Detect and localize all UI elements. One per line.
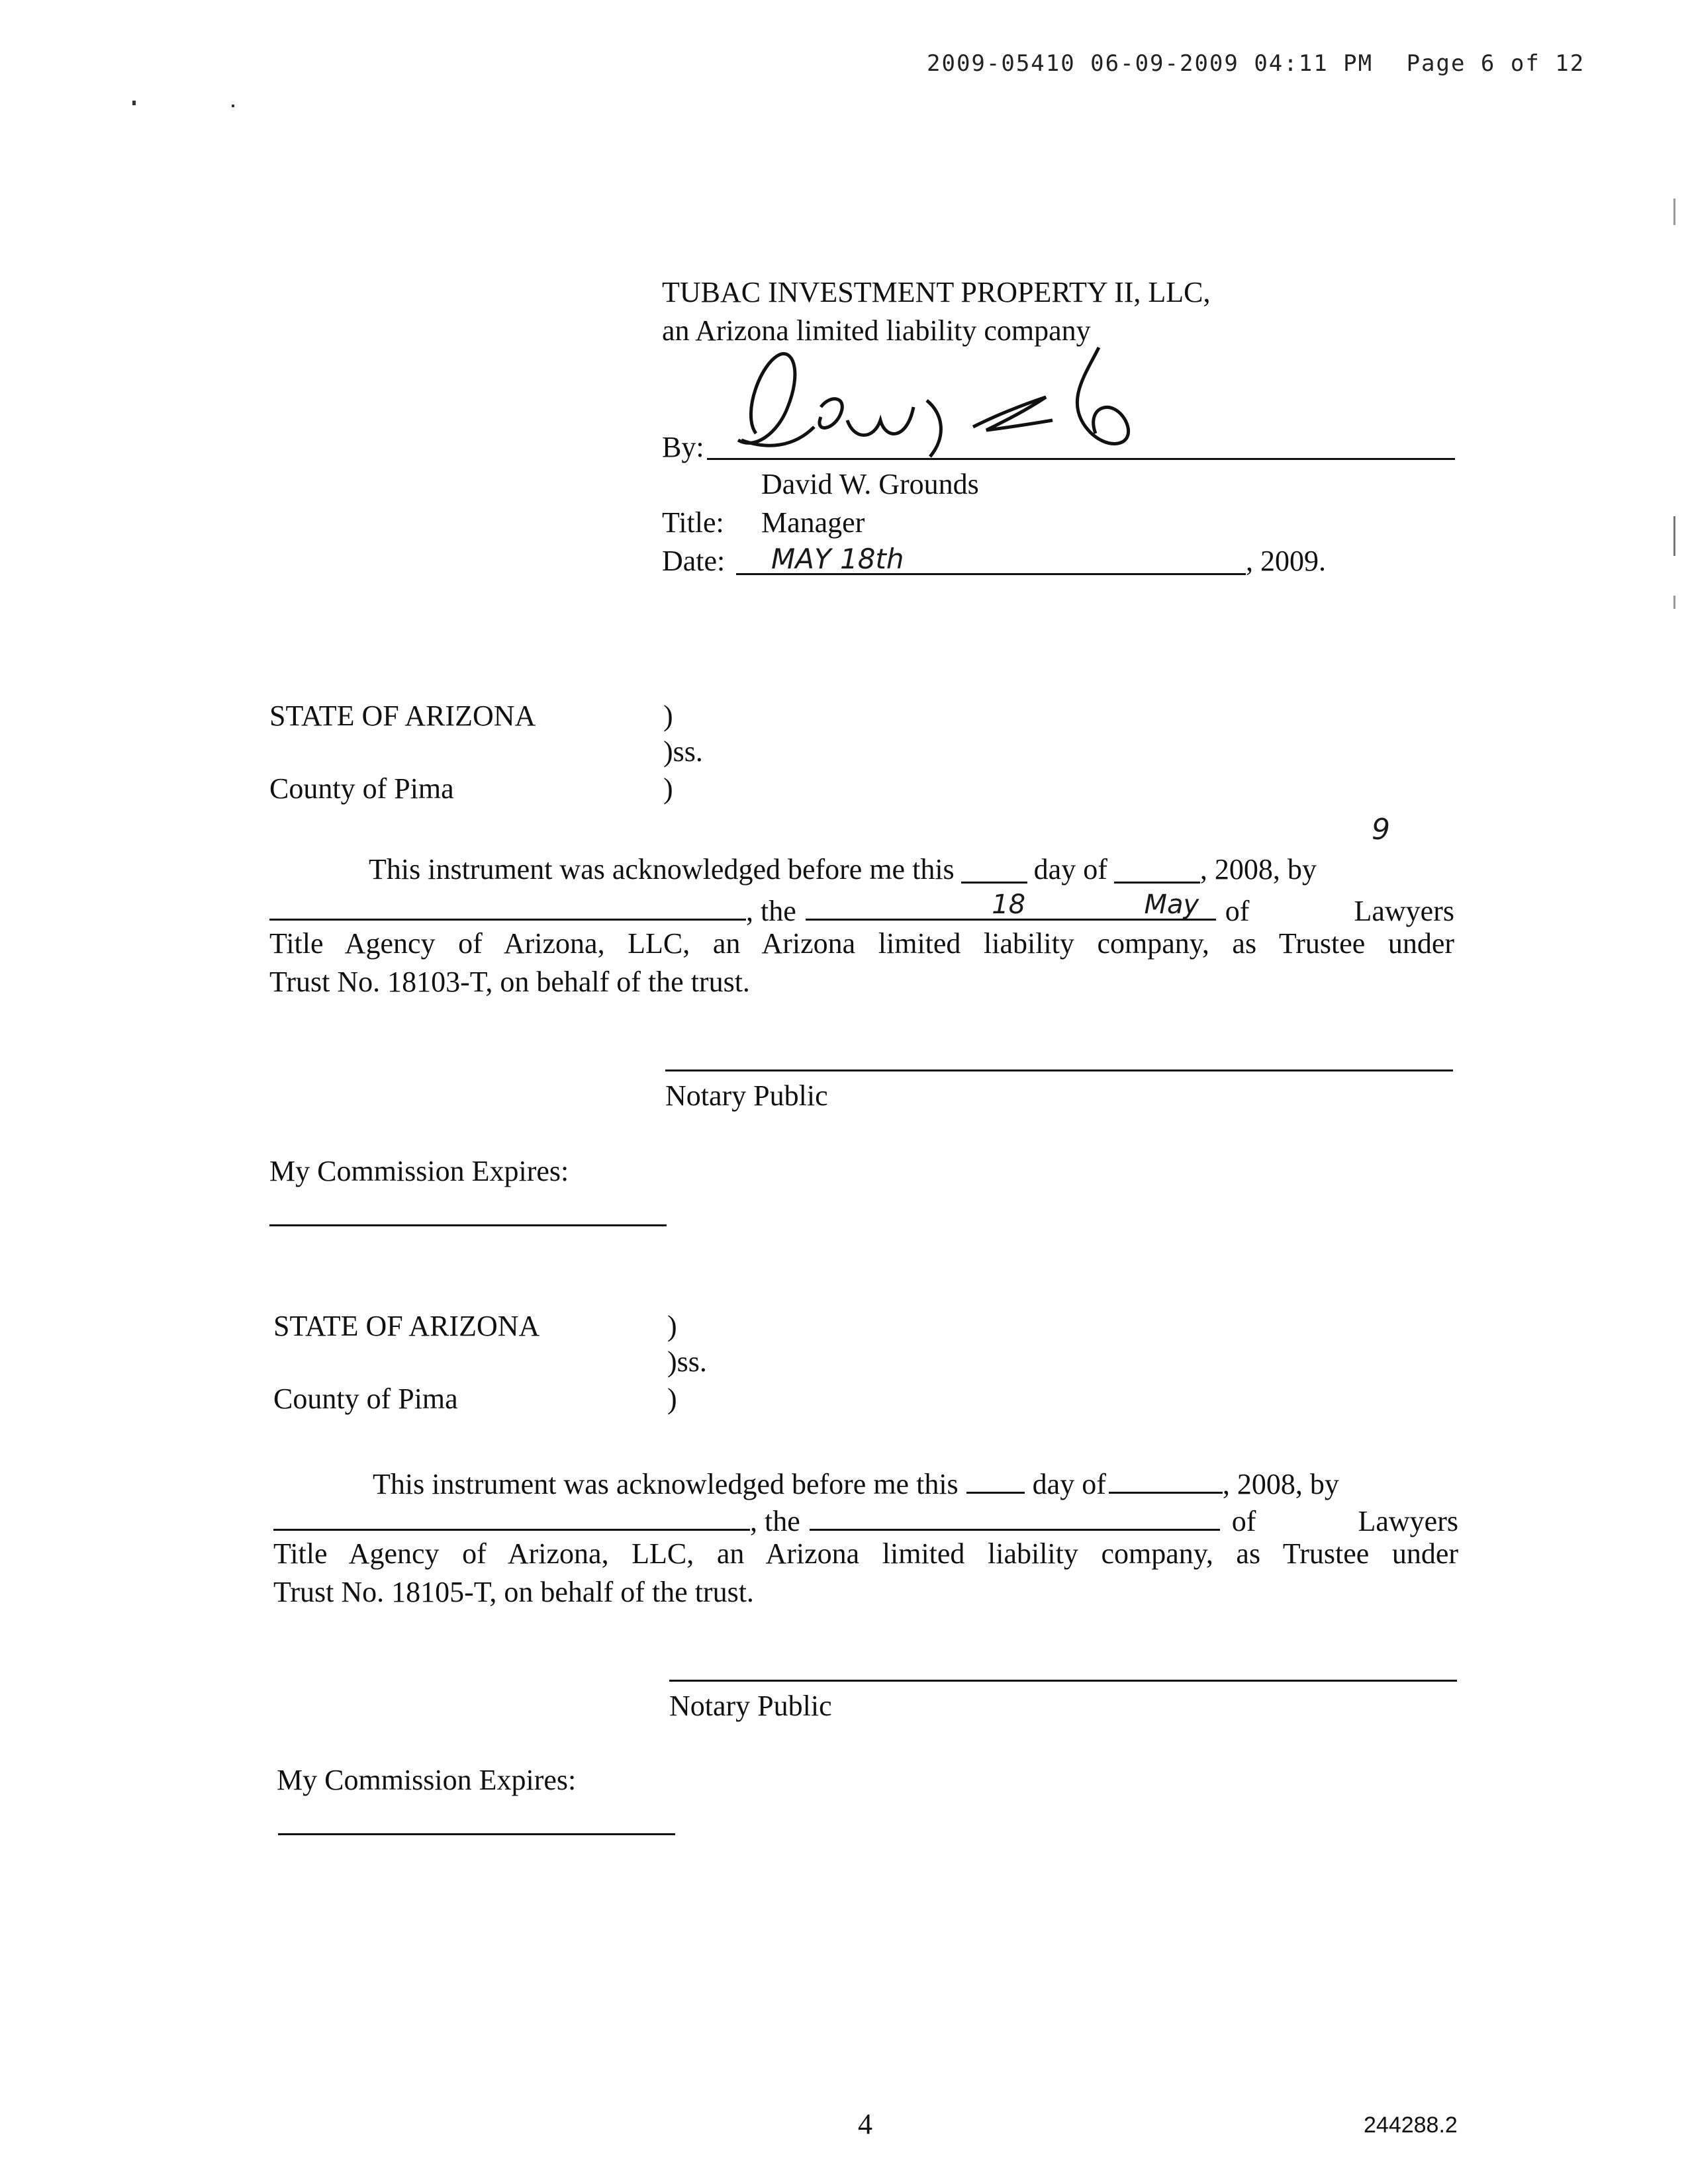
venue-ss: )ss. (667, 1345, 707, 1378)
ack-day-field[interactable] (961, 852, 1027, 920)
venue-paren: ) (663, 772, 673, 805)
date-year-suffix: , 2009. (1246, 545, 1326, 577)
page-number: 4 (858, 2108, 872, 2140)
commission-label: My Commission Expires: (269, 1155, 569, 1187)
ack-line2 (273, 1500, 1458, 1539)
venue-county: County of Pima (269, 772, 454, 805)
notary-public-label: Notary Public (669, 1690, 832, 1722)
ack-month-handwritten: May (1144, 889, 1199, 920)
page-label: Page 6 of 12 (1406, 50, 1585, 77)
ack-text: , the (750, 1505, 800, 1537)
title-label: Title: (662, 506, 724, 539)
ack-line4: Trust No. 18103-T, on behalf of the trust. (269, 966, 750, 998)
ack-day-handwritten: 18 (992, 889, 1026, 920)
handwritten-signature (715, 334, 1152, 467)
ack-text: , 2008, by (1222, 1468, 1339, 1500)
ack-text: of (1231, 1505, 1256, 1537)
ack-name-field[interactable] (269, 889, 746, 921)
commission-expiry-line[interactable] (278, 1833, 675, 1835)
venue-county: County of Pima (273, 1383, 458, 1415)
scan-edge-mark (1673, 516, 1675, 556)
venue-state: STATE OF ARIZONA (269, 700, 536, 732)
ack-month-field[interactable] (1109, 1463, 1223, 1494)
commission-expiry-line[interactable] (269, 1224, 667, 1226)
ack-line3: Title Agency of Arizona, LLC, an Arizona limited liability company, as Trustee under (269, 927, 1454, 960)
company-name: TUBAC INVESTMENT PROPERTY II, LLC, (662, 276, 1211, 308)
venue-paren: ) (667, 1383, 677, 1415)
ack-text: , the (746, 895, 796, 927)
by-label: By: (662, 431, 704, 463)
ack-text: Lawyers (1354, 895, 1454, 927)
venue-paren: ) (667, 1310, 677, 1342)
scan-speck (232, 105, 234, 107)
notary-signature-line[interactable] (665, 1069, 1453, 1071)
ack-day-field[interactable] (966, 1463, 1025, 1494)
ack-line4: Trust No. 18105-T, on behalf of the trust. (273, 1576, 754, 1608)
ack-month-field[interactable] (1114, 852, 1200, 920)
date-handwritten: MAY 18th (771, 543, 904, 575)
ack-capacity-field[interactable] (806, 889, 1216, 921)
ack-line1 (273, 1463, 1458, 1502)
ack-capacity-field[interactable] (810, 1500, 1220, 1531)
ack-text: day of (1033, 853, 1107, 886)
ack-text: Lawyers (1358, 1505, 1458, 1537)
ack-text: of (1225, 895, 1250, 927)
year-correction-handwritten: 9 (1372, 813, 1390, 846)
ack-text: This instrument was acknowledged before me this (373, 1468, 959, 1500)
scan-edge-mark (1673, 199, 1675, 225)
ack-name-field[interactable] (273, 1500, 750, 1531)
notary-signature-line[interactable] (669, 1680, 1457, 1682)
commission-label: My Commission Expires: (277, 1764, 577, 1796)
ack-text: day of (1032, 1468, 1106, 1500)
venue-state: STATE OF ARIZONA (273, 1310, 540, 1342)
company-description: an Arizona limited liability company (662, 314, 1091, 347)
signer-name: David W. Grounds (761, 468, 979, 500)
ack-line2 (269, 889, 1454, 929)
ack-text: , 2008, by (1199, 853, 1317, 886)
ack-line3: Title Agency of Arizona, LLC, an Arizona limited liability company, as Trustee under (273, 1537, 1458, 1570)
title-value: Manager (761, 506, 865, 539)
date-label: Date: (662, 545, 726, 577)
scan-edge-mark (1673, 596, 1675, 609)
venue-paren: ) (663, 700, 673, 732)
notary-public-label: Notary Public (665, 1079, 828, 1112)
ack-text: This instrument was acknowledged before me this (369, 853, 955, 886)
recording-stamp (927, 50, 1585, 77)
venue-ss: )ss. (663, 735, 703, 768)
document-id: 244288.2 (1364, 2113, 1458, 2138)
stamp-text: 2009-05410 06-09-2009 04:11 PM (927, 50, 1374, 77)
scan-speck (132, 101, 136, 105)
